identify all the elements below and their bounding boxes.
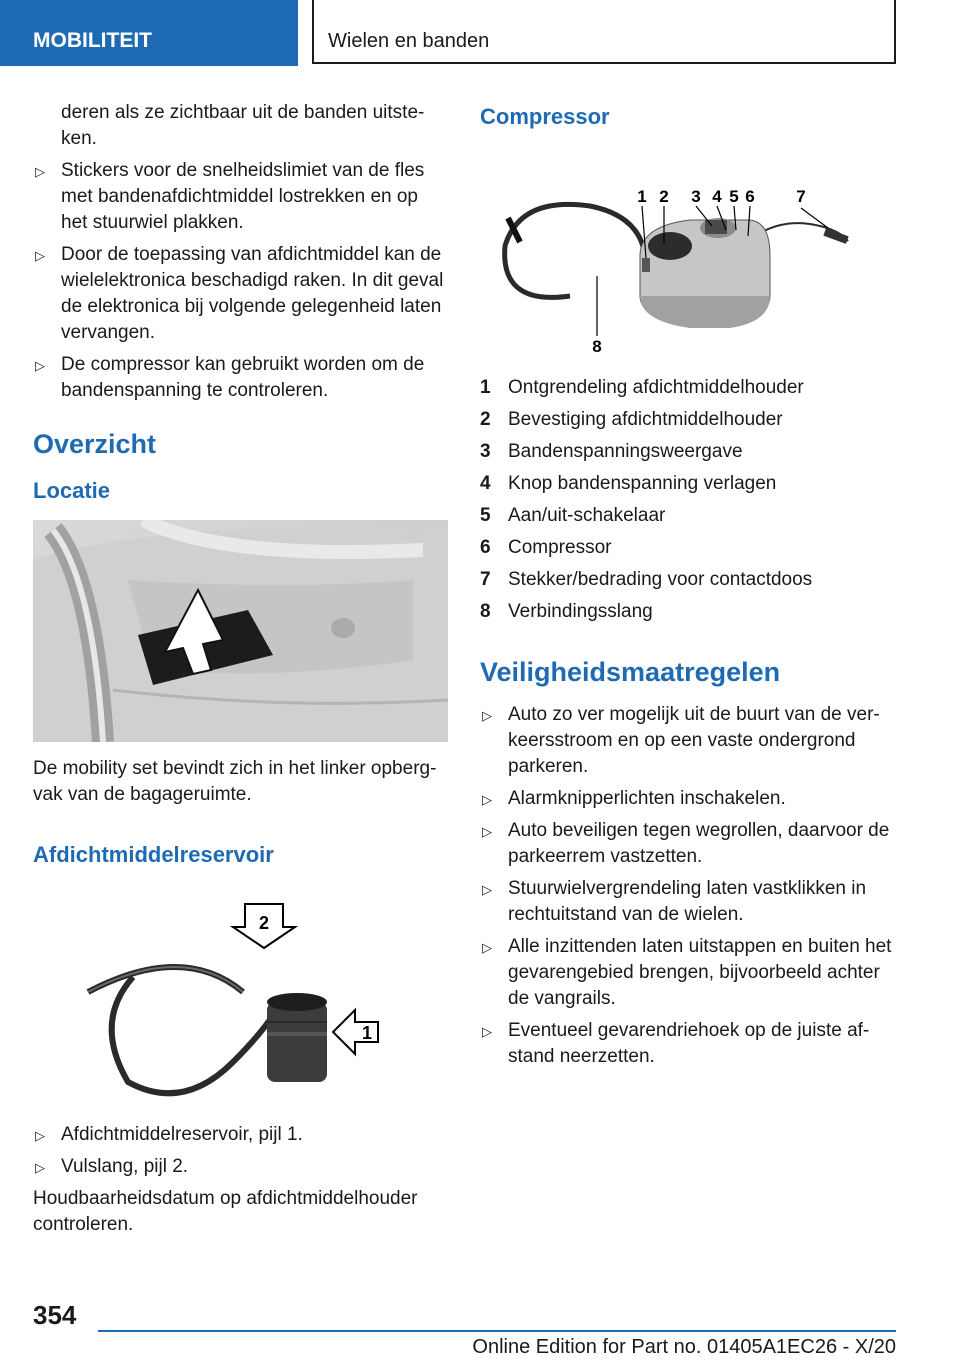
page-number: 354 <box>33 1300 77 1330</box>
list-item: ▷ Eventueel gevarendriehoek op de juiste afstand neerzetten. <box>482 1020 870 1067</box>
intro-bullets <box>33 158 448 404</box>
bullet-triangle-icon: ▷ <box>482 824 492 839</box>
compressor-parts-list <box>480 372 895 628</box>
bullet-triangle-icon: ▷ <box>482 792 492 807</box>
list-item: 6 Compressor <box>480 537 612 558</box>
right-column <box>480 100 895 1076</box>
list-item: ▷ Door de toepassing van afdichtmiddel kan de wielelektronica beschadigd raken. In dit geval de elektronica bij volgende gelegenheid laten vervangen. <box>35 244 444 343</box>
reservoir-bullets <box>33 1122 448 1180</box>
list-item: 3 Bandenspanningsweergave <box>480 441 743 462</box>
bullet-triangle-icon: ▷ <box>482 940 492 955</box>
list-item: 1 Ontgrendeling afdichtmiddelhouder <box>480 377 804 398</box>
reservoir-callout-1: 1 <box>361 1023 373 1043</box>
bullet-triangle-icon: ▷ <box>35 1128 45 1143</box>
compressor-callout-5: 5 <box>729 187 739 206</box>
list-item: ▷ Alle inzittenden laten uitstappen en buiten het gevarengebied brengen, bijvoorbeeld achter de vangrails. <box>482 936 892 1009</box>
safety-bullets <box>480 702 895 1070</box>
bullet-triangle-icon: ▷ <box>35 248 45 263</box>
heading-location: Locatie <box>33 478 111 503</box>
bullet-triangle-icon: ▷ <box>482 882 492 897</box>
section-title: Wielen en banden <box>312 0 896 64</box>
location-text: De mobility set bevindt zich in het linker opbergvak van de bagageruimte. <box>33 758 437 805</box>
compressor-callout-4: 4 <box>712 187 722 206</box>
list-item: 8 Verbindingsslang <box>480 601 653 622</box>
compressor-callout-2: 2 <box>659 187 669 206</box>
compressor-callout-8: 8 <box>592 337 602 356</box>
bullet-triangle-icon: ▷ <box>35 1160 45 1175</box>
list-item: 5 Aan/uit-schakelaar <box>480 505 666 526</box>
chapter-tab: MOBILITEIT <box>0 0 298 66</box>
bullet-triangle-icon: ▷ <box>35 358 45 373</box>
list-item: ▷ Stuurwielvergrendeling laten vastklikken in rechtuitstand van de wielen. <box>482 878 867 925</box>
compressor-callout-6: 6 <box>745 187 755 206</box>
list-item: 7 Stekker/bedrading voor contactdoos <box>480 569 813 590</box>
list-item: 2 Bevestiging afdichtmiddelhouder <box>480 409 783 430</box>
edition-note: Online Edition for Part no. 01405A1EC26 - X/20 <box>472 1336 896 1358</box>
reservoir-text: Houdbaarheidsdatum op afdichtmiddelhouder controleren. <box>33 1188 418 1235</box>
compressor-callout-7: 7 <box>796 187 806 206</box>
list-item: ▷ Auto beveiligen tegen wegrollen, daarvoor de parkeerrem vastzetten. <box>482 820 890 867</box>
compressor-image <box>480 146 895 356</box>
compressor-callout-3: 3 <box>691 187 701 206</box>
compressor-callout-1: 1 <box>637 187 647 206</box>
trunk-storage-image <box>33 520 448 742</box>
footer-rule <box>98 1330 896 1332</box>
left-column <box>33 100 448 1238</box>
bullet-triangle-icon: ▷ <box>482 1024 492 1039</box>
bullet-triangle-icon: ▷ <box>482 708 492 723</box>
heading-compressor: Compressor <box>480 104 610 129</box>
list-item: 4 Knop bandenspanning verlagen <box>480 473 777 494</box>
bullet-triangle-icon: ▷ <box>35 164 45 179</box>
heading-reservoir: Afdichtmiddelreservoir <box>33 842 274 867</box>
list-item: ▷ Auto zo ver mogelijk uit de buurt van de verkeersstroom en op een vaste ondergrond parkeren. <box>482 704 880 777</box>
list-item: ▷ De compressor kan gebruikt worden om de bandenspanning te controleren. <box>35 354 425 401</box>
list-item: ▷ Stickers voor de snelheidslimiet van de fles met bandenafdichtmiddel lostrekken en op het stuurwiel plakken. <box>35 160 425 233</box>
list-item: ▷ Vulslang, pijl 2. <box>33 1154 448 1180</box>
heading-safety: Veiligheidsmaatregelen <box>480 657 781 687</box>
heading-overview: Overzicht <box>33 429 157 459</box>
sealant-reservoir-image <box>33 882 448 1112</box>
list-item: ▷ Afdichtmiddelreservoir, pijl 1. <box>33 1122 448 1148</box>
list-item: ▷ Alarmknipperlichten inschakelen. <box>480 786 895 812</box>
intro-continuation: deren als ze zichtbaar uit de banden uitsteken. <box>61 102 425 149</box>
reservoir-callout-2: 2 <box>258 913 270 933</box>
